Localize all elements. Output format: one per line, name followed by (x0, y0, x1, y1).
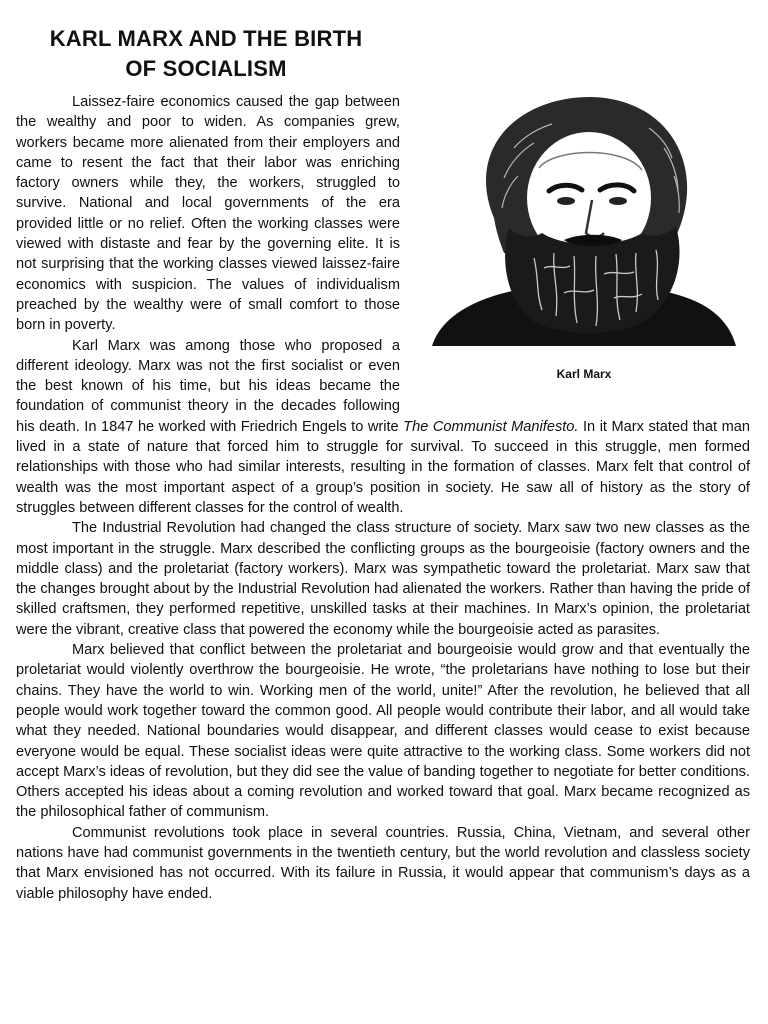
article-body (16, 92, 750, 904)
portrait-figure (414, 88, 754, 400)
paragraph-4: Marx believed that conflict between the proletariat and bourgeoisie would grow and that eventually the proletariat would violently overthrow the bourgeoisie. He wrote, “the proletarians have nothing to lose but their chains. They have the world to win. Working men of the world, unite!” After the revolution, he believed that all people would work together toward the common good. All people would contribute their labor, and all would take what they needed. National boundaries would disappear, and different classes would cease to exist because everyone would be equal. These socialist ideas were quite attractive to the working class. Some workers did not accept Marx’s ideas of revolution, but they did see the value of banding together to negotiate for better conditions. Others accepted his ideas about a coming revolution and worked toward that goal. Marx became recognized as the philosophical father of communism. (16, 642, 750, 821)
title-line-2: OF SOCIALISM (125, 56, 287, 81)
book-title: The Communist Manifesto. (403, 418, 579, 435)
paragraph-5: Communist revolutions took place in several countries. Russia, China, Vietnam, and several other nations have had communist governments in the twentieth century, but the world revolution and classless society that Marx envisioned has not occurred. With its failure in Russia, it would appear that communism’s days as a viable philosophy have ended. (16, 824, 750, 902)
image-caption: Karl Marx (556, 367, 612, 381)
paragraph-2-intro: Karl Marx was among those who proposed a different ideology. Marx was not the first socialist or even the best known of his time, but his ideas became the foundation of communist theory in the decades following his death. In 1847 he worked with Friedrich Engels to write (16, 337, 404, 435)
paragraph-2-rest: In it Marx stated that man lived in a state of nature that forced him to struggle for survival. To succeed in this struggle, men formed relationships with those who had similar interests, resulting in the formation of classes. Marx felt that control of wealth was the most important aspect of a group’s position in society. He saw all of history as the story of struggles between different classes for the control of wealth. (16, 418, 750, 516)
paragraph-1: Laissez-faire economics caused the gap between the wealthy and poor to widen. As companies grew, workers became more alienated from their employers and came to resent the fact that their labor was enriching factory owners while they, the workers, struggled to survive. National and local governments of the era provided little or no relief. Often the working classes were viewed with distaste and fear by the governing elite. It is not surprising that the working classes viewed laissez-faire economics with suspicion. The values of individualism preached by the wealthy were of small comfort to those born in poverty. (16, 94, 400, 334)
karl-marx-portrait (424, 88, 744, 358)
paragraph-3: The Industrial Revolution had changed the class structure of society. Marx saw two new classes as the most important in the struggle. Marx described the conflicting groups as the bourgeoisie (factory owners and the middle class) and the proletariat (factory workers). Marx was sympathetic toward the proletariat. Marx saw that the changes brought about by the Industrial Revolution had alienated the workers. Rather than having the pride of skilled craftsmen, they performed repetitive, unskilled tasks at their machines. In Marx’s opinion, the proletariat were the vibrant, creative class that powered the economy while the bourgeoisie acted as parasites. (16, 520, 750, 638)
page-title (12, 24, 400, 84)
title-line-1: KARL MARX AND THE BIRTH (49, 26, 363, 51)
